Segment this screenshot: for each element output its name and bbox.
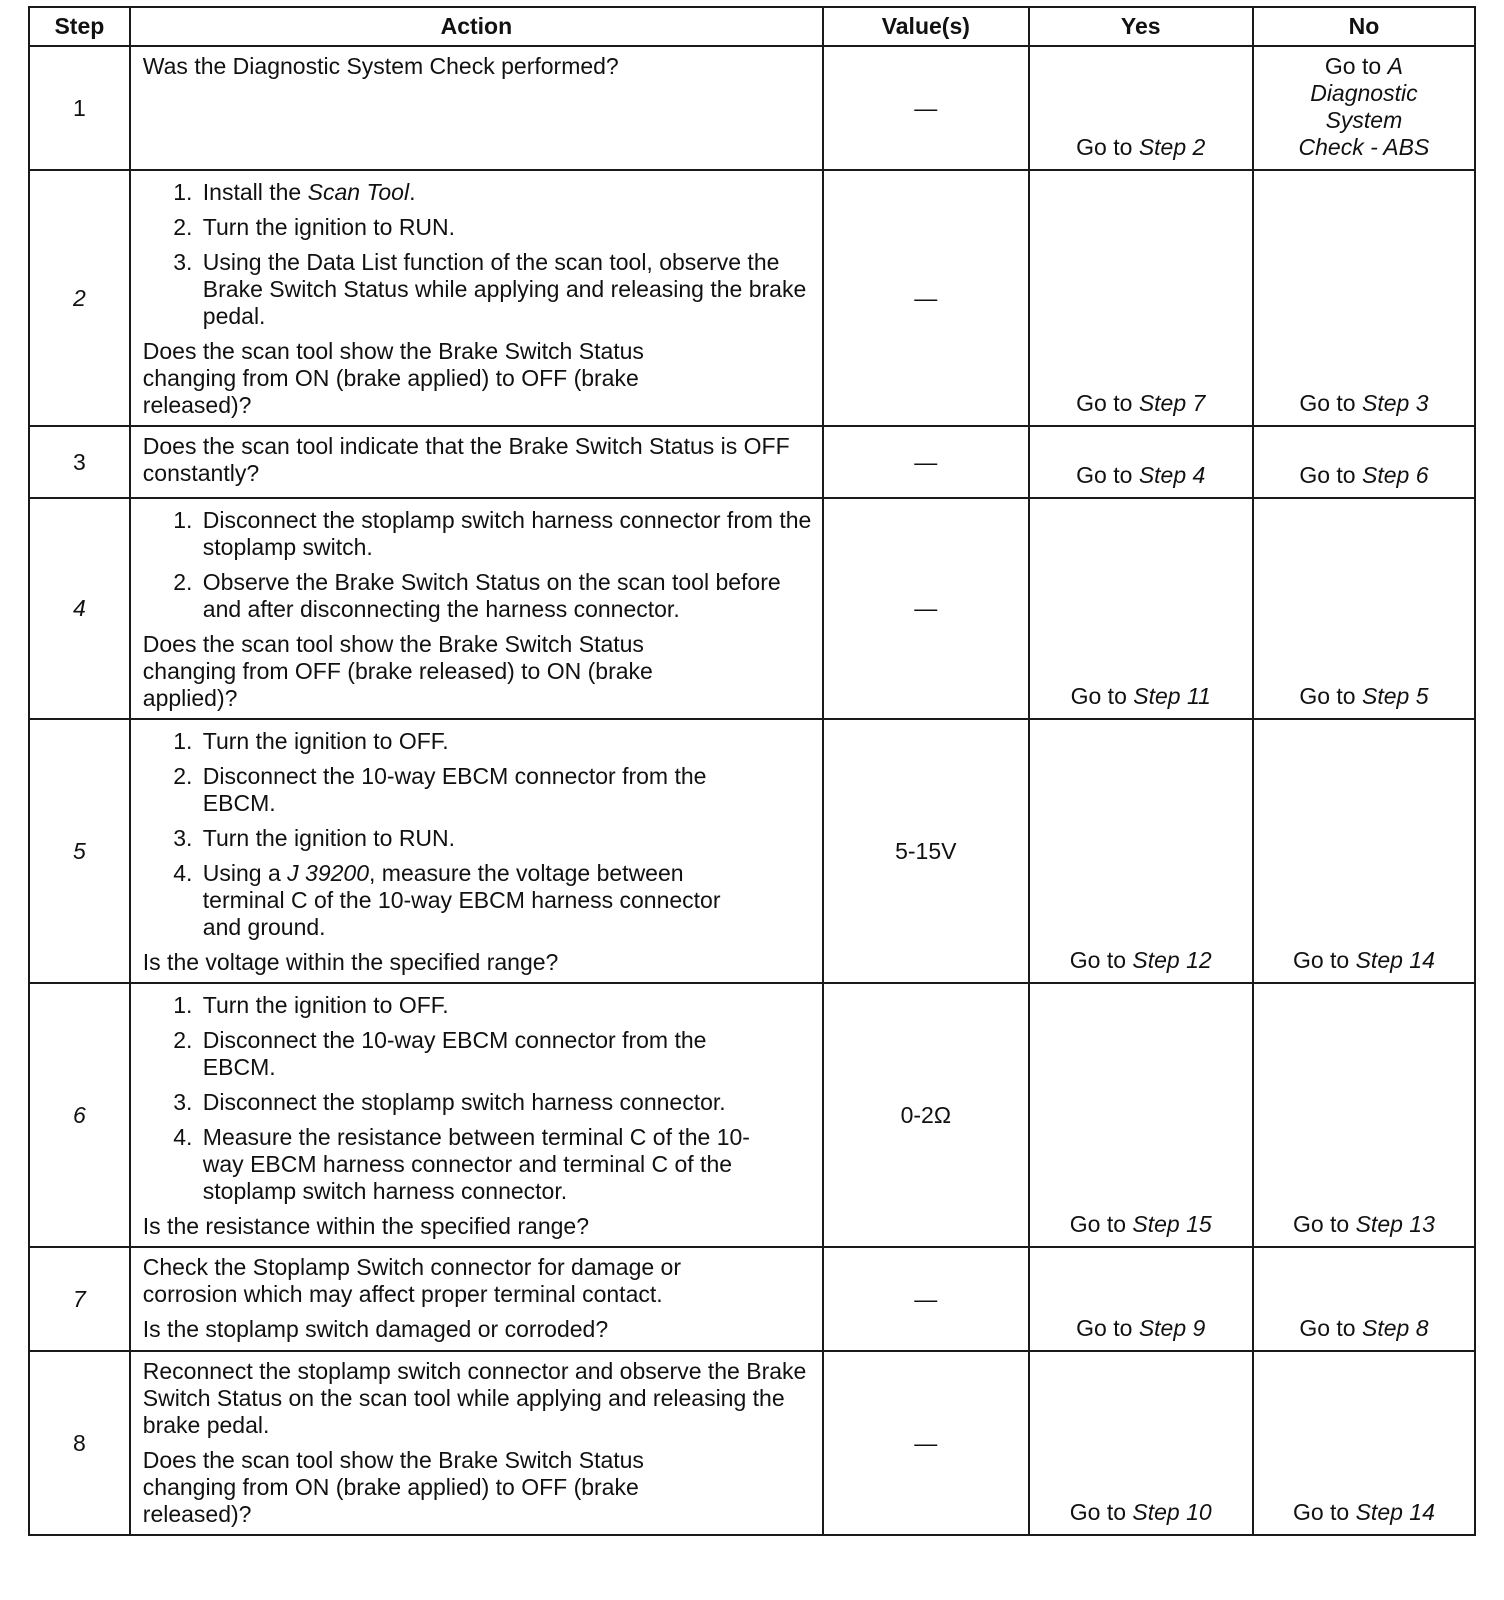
yes-step-link[interactable]: Step 7 [1138, 390, 1206, 416]
value-cell: — [823, 170, 1029, 426]
header-no: No [1253, 7, 1475, 46]
instruction-item: 1. Turn the ignition to OFF. [199, 728, 812, 755]
action-question: Was the Diagnostic System Check performed? [142, 53, 619, 79]
table-row [29, 719, 1475, 983]
yes-step-link[interactable]: Step 10 [1132, 1499, 1212, 1525]
diagnostic-table-page [28, 6, 1476, 1536]
instruction-item: 3. Using the Data List function of the scan tool, observe the Brake Switch Status while applying and releasing the brake pedal. [199, 249, 812, 330]
instruction-list [143, 507, 812, 623]
goto-label: Go to [1069, 947, 1127, 973]
table-row [29, 426, 1475, 498]
instruction-item: 2. Observe the Brake Switch Status on the scan tool before and after disconnecting the harness connector. [199, 569, 812, 623]
goto-label: Go to [1324, 53, 1382, 79]
yes-cell[interactable] [1029, 426, 1253, 498]
no-step-link[interactable]: Step 8 [1361, 1315, 1429, 1341]
no-cell[interactable] [1253, 46, 1475, 170]
goto-label: Go to [1299, 462, 1356, 488]
table-row [29, 983, 1475, 1247]
value-cell: — [823, 426, 1029, 498]
instruction-item: 3. Turn the ignition to RUN. [199, 825, 812, 852]
step-number: 2 [29, 170, 130, 426]
goto-label: Go to [1299, 683, 1356, 709]
header-action: Action [130, 7, 823, 46]
step-number: 5 [29, 719, 130, 983]
no-cell[interactable] [1253, 1247, 1475, 1351]
action-question: Does the scan tool indicate that the Brake Switch Status is OFF constantly? [142, 433, 790, 486]
step-number: 7 [29, 1247, 130, 1351]
action-question: Does the scan tool show the Brake Switch Status changing from ON (brake applied) to OFF (brake released)? [142, 1447, 644, 1527]
no-step-link[interactable]: Step 6 [1361, 462, 1429, 488]
instruction-item: 4. Using a J 39200, measure the voltage between terminal C of the 10-way EBCM harness connector and ground. [199, 860, 763, 941]
step-number: 4 [29, 498, 130, 719]
no-cell[interactable] [1253, 983, 1475, 1247]
value-cell: 0-2Ω [823, 983, 1029, 1247]
value-cell: — [823, 1247, 1029, 1351]
instruction-item: 1. Turn the ignition to OFF. [199, 992, 812, 1019]
table-row [29, 46, 1475, 170]
step-number: 1 [29, 46, 130, 170]
instruction-item: 1. Disconnect the stoplamp switch harness connector from the stoplamp switch. [199, 507, 812, 561]
action-cell [130, 719, 823, 983]
yes-cell[interactable] [1029, 170, 1253, 426]
no-step-link-prefix[interactable]: A [1387, 53, 1403, 79]
diagnostic-table [28, 6, 1476, 1536]
header-yes: Yes [1029, 7, 1253, 46]
yes-cell[interactable] [1029, 1351, 1253, 1535]
goto-label: Go to [1076, 1315, 1133, 1341]
value-cell: 5-15V [823, 719, 1029, 983]
no-step-link[interactable]: Step 14 [1355, 947, 1435, 973]
goto-label: Go to [1076, 390, 1133, 416]
yes-step-link[interactable]: Step 2 [1138, 134, 1206, 160]
action-cell [130, 170, 823, 426]
goto-label: Go to [1069, 1499, 1127, 1525]
table-row [29, 1351, 1475, 1535]
yes-step-link[interactable]: Step 11 [1133, 683, 1211, 709]
yes-step-link[interactable]: Step 4 [1138, 462, 1206, 488]
no-step-link[interactable]: Step 14 [1355, 1499, 1435, 1525]
no-step-link[interactable]: Step 5 [1361, 683, 1429, 709]
goto-label: Go to [1070, 683, 1127, 709]
goto-label: Go to [1069, 1211, 1127, 1237]
table-row [29, 1247, 1475, 1351]
instruction-list [143, 992, 812, 1205]
action-cell [130, 426, 823, 498]
action-cell [130, 498, 823, 719]
instruction-item: 3. Disconnect the stoplamp switch harness connector. [199, 1089, 812, 1116]
no-cell[interactable] [1253, 719, 1475, 983]
action-cell [130, 1247, 823, 1351]
table-row [29, 498, 1475, 719]
yes-cell[interactable] [1029, 46, 1253, 170]
goto-label: Go to [1292, 1499, 1350, 1525]
instruction-item: 2. Turn the ignition to RUN. [199, 214, 812, 241]
yes-cell[interactable] [1029, 719, 1253, 983]
goto-label: Go to [1292, 1211, 1350, 1237]
no-step-link[interactable]: Step 3 [1361, 390, 1429, 416]
yes-step-link[interactable]: Step 9 [1138, 1315, 1206, 1341]
step-number: 3 [29, 426, 130, 498]
action-statement: Check the Stoplamp Switch connector for damage or corrosion which may affect proper terminal contact. [142, 1254, 682, 1307]
yes-cell[interactable] [1029, 1247, 1253, 1351]
action-cell [130, 46, 823, 170]
value-cell: — [823, 46, 1029, 170]
action-question: Is the resistance within the specified range? [142, 1213, 589, 1239]
goto-label: Go to [1299, 390, 1356, 416]
action-question: Is the stoplamp switch damaged or corroded? [142, 1316, 609, 1342]
header-step: Step [29, 7, 130, 46]
no-step-link[interactable]: Diagnostic System Check - ABS [1298, 80, 1430, 160]
yes-cell[interactable] [1029, 983, 1253, 1247]
goto-label: Go to [1299, 1315, 1356, 1341]
no-step-link[interactable]: Step 13 [1355, 1211, 1435, 1237]
header-values: Value(s) [823, 7, 1029, 46]
action-statement: Reconnect the stoplamp switch connector and observe the Brake Switch Status on the scan tool while applying and releasing the brake pedal. [142, 1358, 807, 1438]
value-cell: — [823, 1351, 1029, 1535]
instruction-list [143, 728, 812, 941]
no-cell[interactable] [1253, 498, 1475, 719]
step-number: 8 [29, 1351, 130, 1535]
goto-label: Go to [1076, 462, 1133, 488]
action-question: Does the scan tool show the Brake Switch Status changing from ON (brake applied) to OFF (brake released)? [142, 338, 644, 418]
goto-label: Go to [1076, 134, 1133, 160]
instruction-list [143, 179, 812, 330]
no-cell[interactable] [1253, 1351, 1475, 1535]
yes-step-link[interactable]: Step 12 [1132, 947, 1212, 973]
no-cell[interactable] [1253, 170, 1475, 426]
yes-step-link[interactable]: Step 15 [1132, 1211, 1212, 1237]
instruction-item: 2. Disconnect the 10-way EBCM connector from the EBCM. [199, 763, 723, 817]
table-row [29, 170, 1475, 426]
step-number: 6 [29, 983, 130, 1247]
action-cell [130, 983, 823, 1247]
instruction-item: 2. Disconnect the 10-way EBCM connector from the EBCM. [199, 1027, 723, 1081]
instruction-item: 4. Measure the resistance between terminal C of the 10-way EBCM harness connector and terminal C of the stoplamp switch harness connector. [199, 1124, 783, 1205]
no-cell[interactable] [1253, 426, 1475, 498]
yes-cell[interactable] [1029, 498, 1253, 719]
value-cell: — [823, 498, 1029, 719]
action-question: Is the voltage within the specified range? [142, 949, 559, 975]
action-cell [130, 1351, 823, 1535]
action-question: Does the scan tool show the Brake Switch Status changing from OFF (brake released) to ON (brake applied)? [142, 631, 653, 711]
instruction-item: 1. Install the Scan Tool. [199, 179, 812, 206]
goto-label: Go to [1292, 947, 1350, 973]
header-row [29, 7, 1475, 46]
